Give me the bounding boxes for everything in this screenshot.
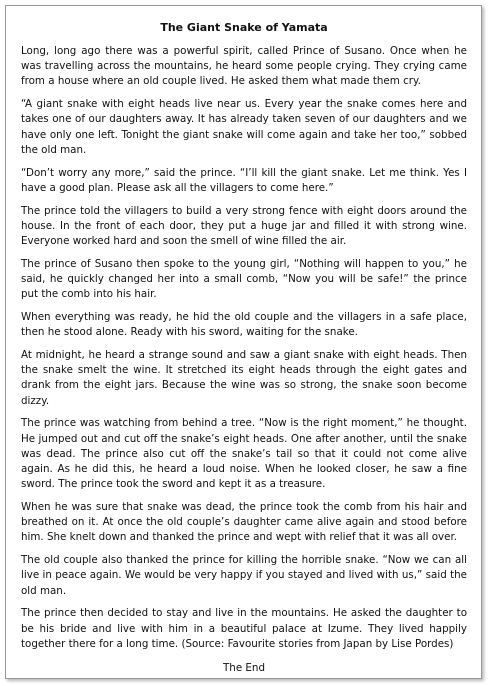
paragraph: The prince told the villagers to build a very strong fence with eight doors around the house. In the front of each door, they put a huge jar and filled it with strong wine. Everyone worked hard and soon the smell of wine filled the air.: [21, 204, 467, 248]
document-page: [5, 5, 482, 679]
paragraph: “A giant snake with eight heads live near us. Every year the snake comes here and takes one of our daughters away. It has already taken seven of our daughters and we have only one left. Tonight the giant snake will come again and take her too,” sobbed the old man.: [21, 98, 467, 156]
paragraph: The prince then decided to stay and live in the mountains. He asked the daughter to be his bride and live with him in a beautiful palace at Izume. They lived happily together there for a long time. (Source: Favourite stories from Japan by Lise Pordes): [21, 607, 467, 650]
paragraph: When he was sure that snake was dead, the prince took the comb from his hair and breathed on it. At once the old couple’s daughter came alive again and stood before him. She knelt down and thanked the prince and wept with relief that it was all over.: [21, 501, 467, 544]
the-end-label: The End: [223, 662, 265, 675]
paragraph: Long, long ago there was a powerful spirit, called Prince of Susano. Once when he was travelling across the mountains, he heard some people crying. They crying came from a house where an old couple lived. He asked them what made them cry.: [21, 45, 467, 88]
paragraph: “Don’t worry any more,” said the prince. “I’ll kill the giant snake. Let me think. Yes I have a good plan. Please ask all the villagers to come here.”: [21, 166, 467, 194]
document-title: The Giant Snake of Yamata: [160, 21, 328, 34]
paragraph: The old couple also thanked the prince for killing the horrible snake. “Now we can all live in peace again. We would be very happy if you stayed and lived with us,” said the old man.: [21, 554, 467, 597]
paragraph: At midnight, he heard a strange sound and saw a giant snake with eight heads. Then the snake smelt the wine. It stretched its eight heads through the eight gates and drank from the eight jars. Because the wine was so strong, the snake soon become dizzy.: [21, 349, 467, 407]
paragraph: The prince of Susano then spoke to the young girl, “Nothing will happen to you,” he said, he quickly changed her into a small comb, “Now you will be safe!” the prince put the comb into his hair.: [21, 257, 467, 301]
paragraph: The prince was watching from behind a tree. “Now is the right moment,” he thought. He jumped out and cut off the snake’s eight heads. One after another, until the snake was dead. The prince also cut off the snake’s tail so that it could not come alive again. As he did this, he heard a loud noise. When he looked closer, he saw a fine sword. The prince took the sword and kept it as a treasure.: [21, 417, 467, 491]
paragraph: When everything was ready, he hid the old couple and the villagers in a safe place, then he stood alone. Ready with his sword, waiting for the snake.: [21, 311, 467, 339]
